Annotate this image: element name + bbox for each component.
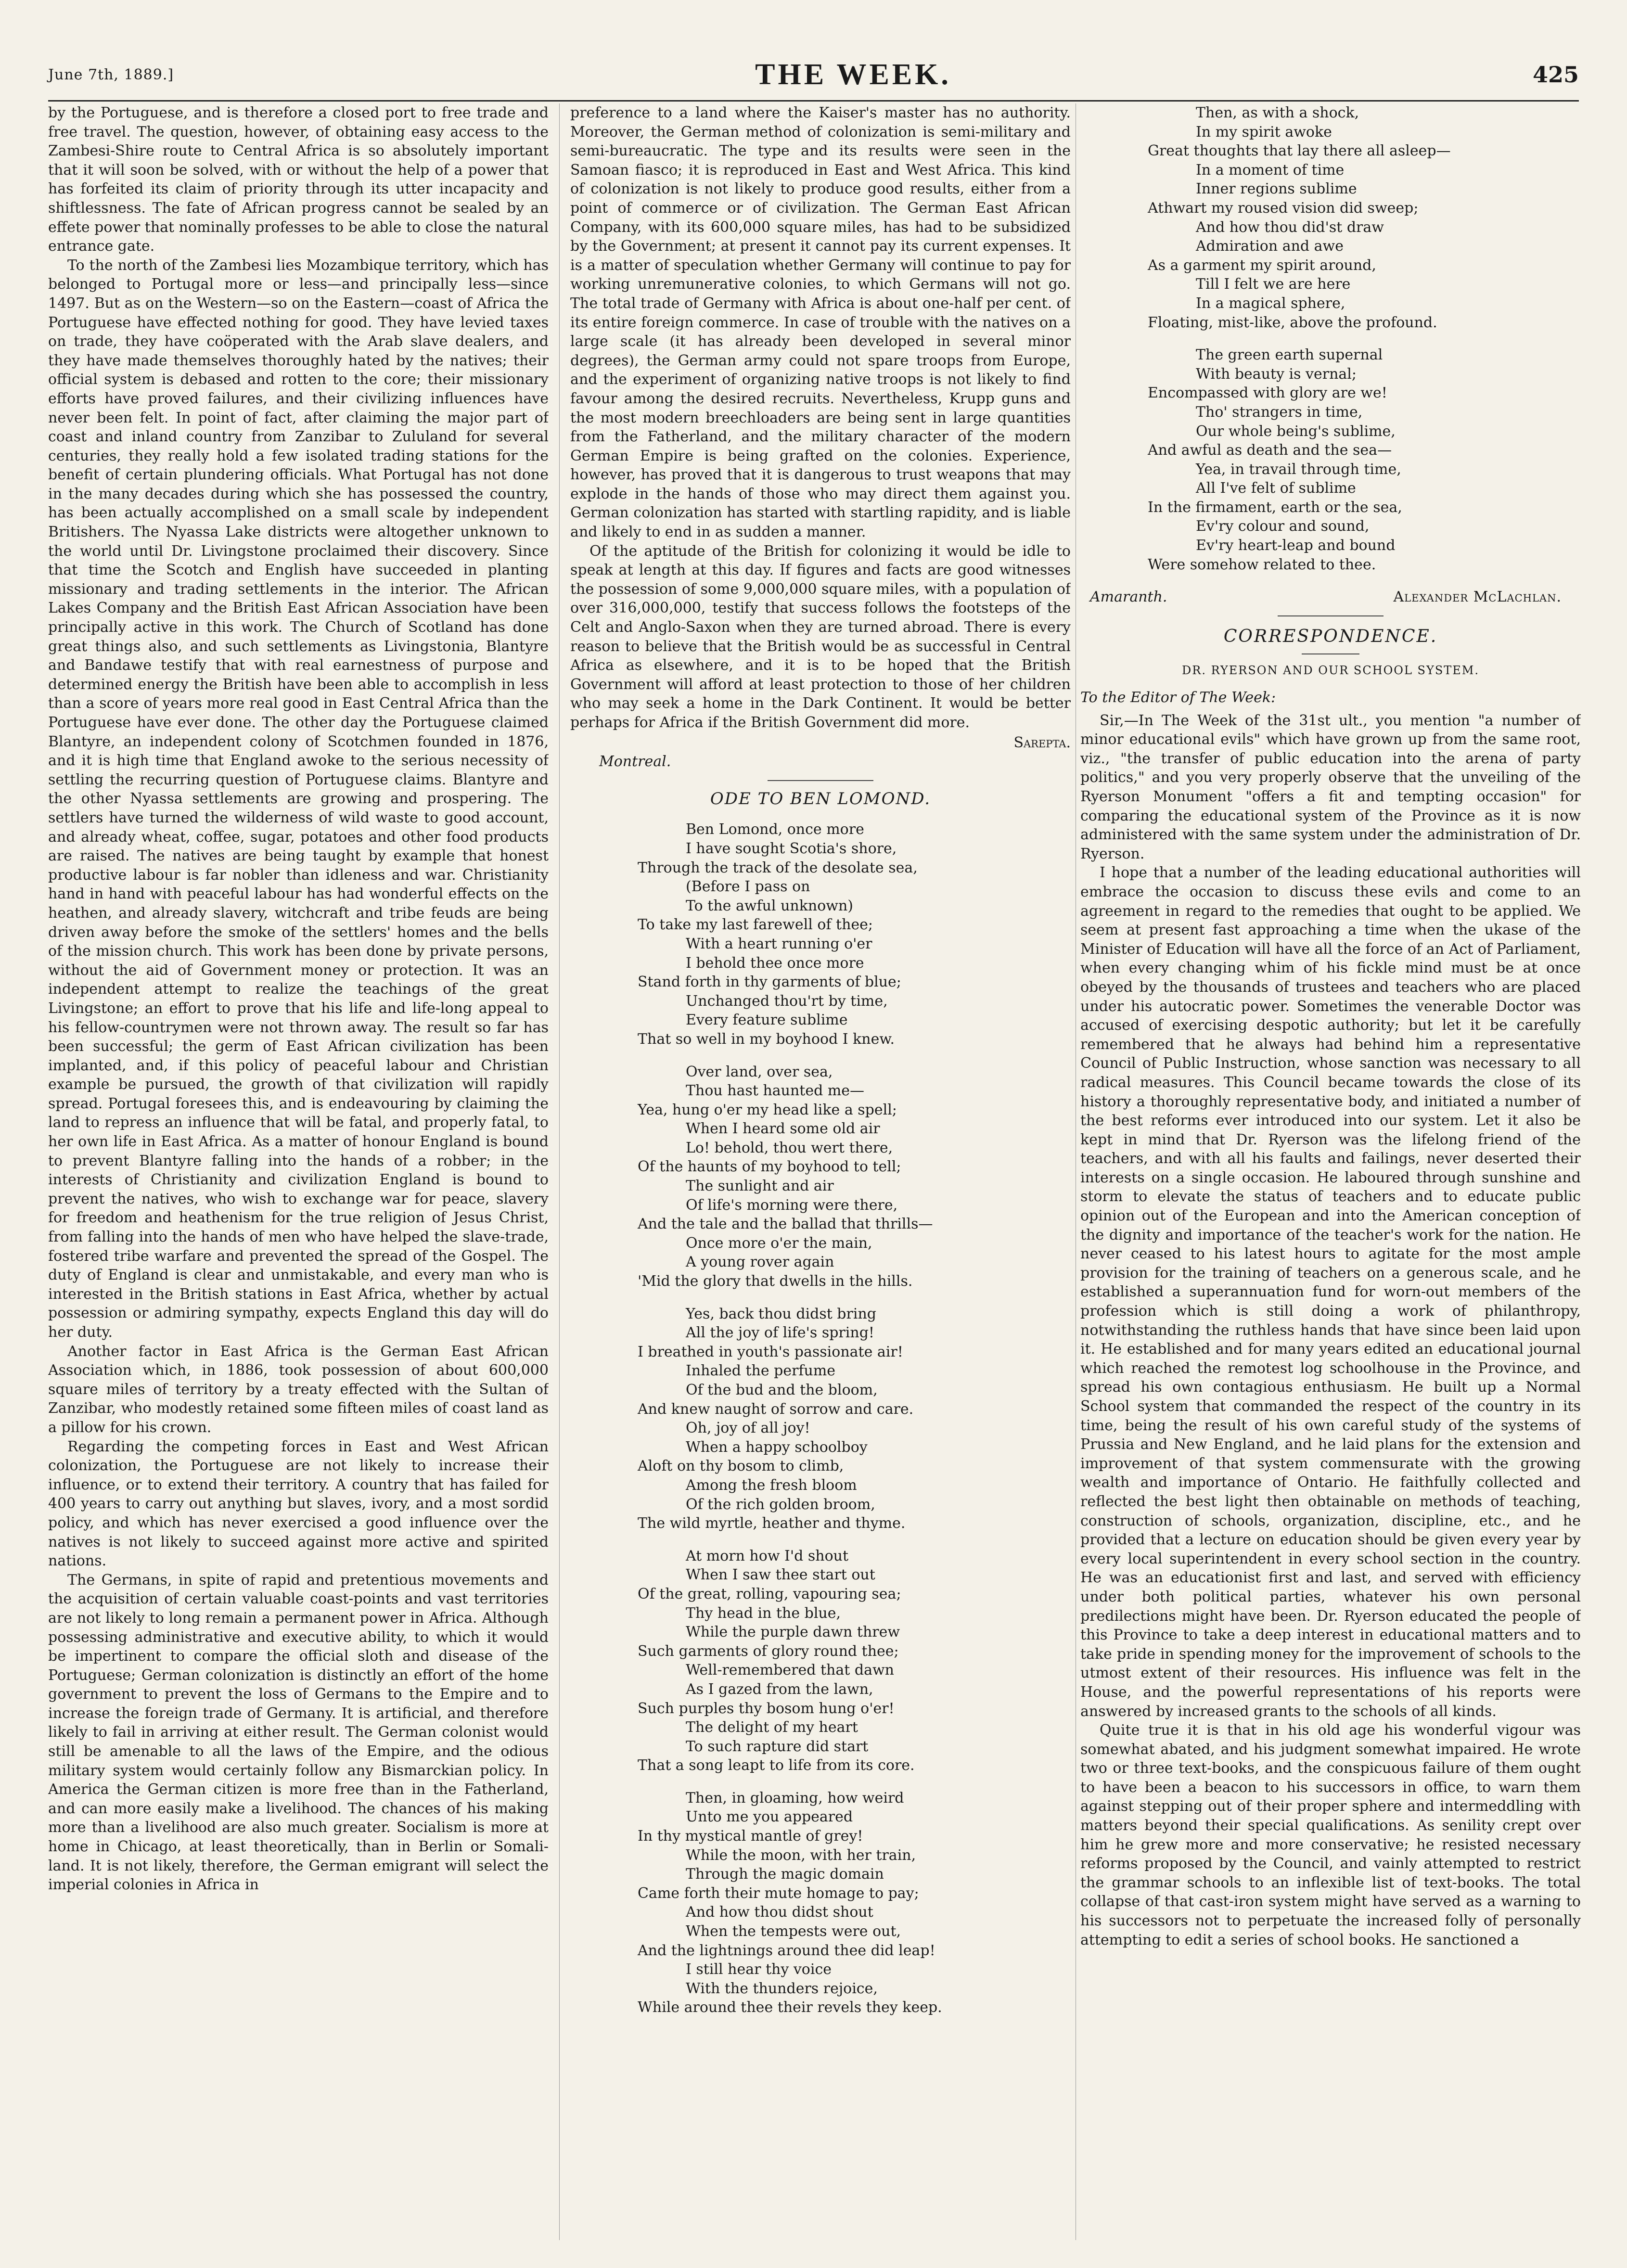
poem-line: A young rover again xyxy=(686,1254,834,1271)
poem-stanza xyxy=(570,1305,1071,1533)
poem-line: Great thoughts that lay there all asleep— xyxy=(1148,142,1451,160)
poem-line: Aloft on thy bosom to climb, xyxy=(638,1458,844,1475)
letter-body xyxy=(1080,711,1581,1950)
poem-line: Of life's morning were there, xyxy=(686,1196,898,1214)
poem-line: And the lightnings around thee did leap! xyxy=(638,1942,935,1959)
poem-line: And the tale and the ballad that thrills— xyxy=(638,1216,933,1233)
poem-line: Oh, joy of all joy! xyxy=(686,1420,810,1437)
paragraph: I hope that a number of the leading educational authorities will embrace the occasion to discuss these evils and come to an agreement in regard to the remedies that ought to be applied. We seem at present fast approaching a time when the ukase of the Minister of Education will have all the force of an Act of Parliament, when every changing whim of his fickle mind must be at once obeyed by the thousands of trustees and teachers who are placed under his autocratic power. Sometimes the venerable Doctor was accused of exercising despotic authority; but let it be carefully remembered that he always had behind him a representative Council of Public Instruction, whose sanction was necessary to all radical measures. This Council became towards the close of its history a thoroughly representative body, and initiated a number of the best reforms ever introduced into our system. Let it also be kept in mind that Dr. Ryerson was the lifelong friend of the teachers, and with all his faults and failings, never deserted their interests on a single occasion. He laboured through sunshine and storm to elevate the status of teachers and to educate public opinion out of the European and into the American conception of the dignity and importance of the teacher's work for the nation. He never ceased to his latest hours to agitate for the most ample provision for the training of teachers on a generous scale, and he established a superannuation fund for worn-out members of the profession which is still doing a work of philanthropy, notwithstanding the ruthless hands that have since been laid upon it. He established and for many years edited an educational journal which reached the remotest log schoolhouse in the Province, and spread his own contagious enthusiasm. He built up a Normal School system that commanded the respect of the country in its time, being the result of his own careful study of the systems of Prussia and New England, and he laid plans for the extension and improvement of that system commensurate with the growing wealth and importance of Ontario. He faithfully collected and reflected the best light then obtainable on methods of teaching, construction of schools, organization, discipline, etc., and he provided that a lecture on education should be given every year by every local superintendent in every school section in the country. He was an educationist first and last, and served with efficiency under both political parties, whatever his own personal predilections might have been. Dr. Ryerson educated the people of this Province to take a deep interest in educational matters and to take pride in spending money for the improvement of schools to the utmost extent of their resources. His influence was felt in the House, and the powerful representations of his reports were answered by increased grants to the schools of all kinds. xyxy=(1080,864,1581,1720)
poem-line: Unto me you appeared xyxy=(686,1808,853,1826)
paragraph: by the Portuguese, and is therefore a closed port to free trade and free travel. The question, however, of obtaining easy access to the Zambesi-Shire route to Central Africa is so absolutely important that it will soon be solved, with or without the help of a power that has forfeited its claim of priority through its utter incapacity and shiftlessness. The fate of African progress cannot be sealed by an effete power that nominally professes to be able to close the natural entrance gate. xyxy=(48,104,549,255)
poem-line: Of the haunts of my boyhood to tell; xyxy=(638,1158,901,1176)
paragraph: Of the aptitude of the British for colonizing it would be idle to speak at length at this day. If figures and facts are good witnesses the possession of some 9,000,000 square miles, with a population of over 316,000,000, testify that success follows the footsteps of the Celt and Anglo-Saxon when they are turned abroad. There is every reason to believe that the British would be as successful in Central Africa as elsewhere, and it is to be hoped that the British Government will afford at least protection to those of her children who may seek a home in the Dark Continent. It would be better perhaps for Africa if the British Government did more. xyxy=(570,542,1071,731)
poem-line: In a moment of time xyxy=(1196,161,1345,179)
header-rule xyxy=(48,100,1579,102)
paragraph: preference to a land where the Kaiser's master has no authority. Moreover, the German method of colonization is semi-military and semi-bureaucratic. The type and its results were seen in the Samoan fiasco; it is reproduced in East and West Africa. This kind of colonization is not likely to produce good results, either from a point of commerce or of civilization. The German East African Company, with its 600,000 square miles, has had to be subsidized by the Government; at present it cannot pay its current expenses. It is a matter of speculation whether Germany will continue to pay for working unremunerative colonies, to which Germans will not go. The total trade of Germany with Africa is about one-half per cent. of its entire foreign commerce. In case of trouble with the natives on a large scale (it has already been developed in several minor degrees), the German army could not spare troops from Europe, and the experiment of organizing native troops is not likely to find favour among the desired recruits. Nevertheless, Krupp guns and the most modern breechloaders are being sent in large quantities from the Fatherland, and the military character of the modern German Empire is being grafted on the colonies. Experience, however, has proved that it is dangerous to trust weapons that may explode in the hands of those who may direct them against you. German colonization has started with startling rapidity, and is liable and likely to end in as sudden a manner. xyxy=(570,104,1071,541)
poem-line: And knew naught of sorrow and care. xyxy=(638,1400,914,1418)
poem-line: Till I felt we are here xyxy=(1196,276,1351,293)
section-rule xyxy=(768,780,873,781)
poem-line: Then, in gloaming, how weird xyxy=(686,1789,904,1807)
poem-line: Ben Lomond, once more xyxy=(686,821,864,838)
poem-line: When I heard some old air xyxy=(686,1120,880,1138)
poem-line: As I gazed from the lawn, xyxy=(686,1680,873,1698)
poem-line: Inhaled the perfume xyxy=(686,1362,836,1380)
poem-line: With the thunders rejoice, xyxy=(686,1980,878,1997)
poem-line: (Before I pass on xyxy=(686,878,810,896)
poem-stanza xyxy=(570,1063,1071,1291)
poem-line: The sunlight and air xyxy=(686,1178,834,1195)
poem-line: Athwart my roused vision did sweep; xyxy=(1148,199,1419,217)
paragraph: Regarding the competing forces in East and West African colonization, the Portuguese are not likely to increase their influence, or to extend their territory. A country that has failed for 400 years to carry out anything but slaves, ivory, and a most sordid policy, and which has never exercised a good influence over the natives is not likely to succeed against more active and spirited nations. xyxy=(48,1438,549,1570)
poem-line: Tho' strangers in time, xyxy=(1196,403,1363,421)
poem-line: While the purple dawn threw xyxy=(686,1624,900,1641)
poem-line: Once more o'er the main, xyxy=(686,1234,872,1252)
poem-place: Amaranth. xyxy=(1090,589,1167,606)
article-continuation xyxy=(570,103,1071,732)
poem-line: That so well in my boyhood I knew. xyxy=(638,1030,895,1048)
poem-line: As a garment my spirit around, xyxy=(1148,256,1376,274)
poem-line: In the firmament, earth or the sea, xyxy=(1148,499,1402,516)
poem-line: Floating, mist-like, above the profound. xyxy=(1148,314,1437,331)
poem-line: The delight of my heart xyxy=(686,1719,858,1736)
poem-line: Over land, over sea, xyxy=(686,1063,833,1080)
poem-line: With a heart running o'er xyxy=(686,935,872,952)
poem-stanza xyxy=(570,1789,1071,2017)
poem-line: Of the great, rolling, vapouring sea; xyxy=(638,1585,901,1602)
column-divider xyxy=(559,103,560,2240)
poem-line: Yea, in travail through time, xyxy=(1196,461,1401,478)
poem-line: Ev'ry colour and sound, xyxy=(1196,518,1370,535)
section-rule xyxy=(1302,653,1359,654)
section-rule xyxy=(1278,615,1384,616)
poem-line: Among the fresh bloom xyxy=(686,1476,857,1494)
poem-stanza xyxy=(1080,346,1581,574)
poem-line: To such rapture did start xyxy=(686,1738,869,1755)
column-3 xyxy=(1080,103,1581,2240)
poem-signature-row xyxy=(1080,588,1581,607)
poem-line: I behold thee once more xyxy=(686,954,864,972)
poem-body xyxy=(570,820,1071,2017)
poem-line: When I saw thee start out xyxy=(686,1566,875,1584)
poem-line: Lo! behold, thou wert there, xyxy=(686,1139,893,1156)
poem-line: Thou hast haunted me— xyxy=(686,1082,865,1100)
poem-stanza xyxy=(1080,103,1581,332)
poem-line: Such purples thy bosom hung o'er! xyxy=(638,1700,895,1717)
poem-line: Then, as with a shock, xyxy=(1196,104,1359,121)
poem-line: Our whole being's sublime, xyxy=(1196,423,1396,440)
column-1 xyxy=(48,103,549,2240)
poem-line: Through the track of the desolate sea, xyxy=(638,859,918,876)
poem-line: Were somehow related to thee. xyxy=(1148,556,1376,573)
author-signature: Sarepta. xyxy=(1013,734,1071,751)
poem-line: With beauty is vernal; xyxy=(1196,365,1357,383)
issue-date: June 7th, 1889.] xyxy=(48,66,174,83)
poem-line: I breathed in youth's passionate air! xyxy=(638,1343,903,1360)
poem-line: When a happy schoolboy xyxy=(686,1438,868,1456)
poem-line: In thy mystical mantle of grey! xyxy=(638,1828,863,1845)
poem-line: And awful as death and the sea— xyxy=(1148,442,1392,459)
paragraph: Another factor in East Africa is the German East African Association which, in 1886, took possession of about 600,000 square miles of territory by a treaty effected with the Sultan of Zanzibar, who modestly retained some fifteen miles of coast land as a pillow for his crown. xyxy=(48,1343,549,1436)
poem-line: Unchanged thou'rt by time, xyxy=(686,992,888,1010)
poem-line: Such garments of glory round thee; xyxy=(638,1642,899,1660)
poem-line: Encompassed with glory are we! xyxy=(1148,384,1387,402)
poem-line: And how thou didst shout xyxy=(686,1904,873,1921)
poem-line: And how thou did'st draw xyxy=(1196,218,1384,236)
poem-line: Inner regions sublime xyxy=(1196,180,1357,198)
poem-line: The wild myrtle, heather and thyme. xyxy=(638,1515,906,1532)
poem-line: All I've felt of sublime xyxy=(1196,480,1356,497)
poem-line: I have sought Scotia's shore, xyxy=(686,840,897,857)
poem-line: Well-remembered that dawn xyxy=(686,1662,894,1679)
letter-heading: DR. RYERSON AND OUR SCHOOL SYSTEM. xyxy=(1182,664,1479,678)
poem-line: 'Mid the glory that dwells in the hills. xyxy=(638,1273,913,1290)
paragraph: Quite true it is that in his old age his wonderful vigour was somewhat abated, and his judgment somewhat impaired. He wrote two or three text-books, and the conspicuous failure of them ought to have been a beacon to his successors in office, to warn them against stepping out of their proper sphere and intermeddling with matters beyond their special qualifications. As senility crept over him he grew more and more conservative; he resisted necessary reforms proposed by the Council, and vainly attempted to restrict the grammar schools to an inflexible list of text-books. The total collapse of that cast-iron system might have served as a warning to his successors not to perpetuate the increased folly of personally attempting to edit a series of school books. He sanctioned a xyxy=(1080,1722,1581,1948)
poem-line: Stand forth in thy garments of blue; xyxy=(638,974,901,991)
section-title: CORRESPONDENCE. xyxy=(1223,626,1438,646)
poem-line: To take my last farewell of thee; xyxy=(638,916,873,934)
column-2 xyxy=(570,103,1071,2240)
page-header xyxy=(48,48,1579,101)
paragraph: To the north of the Zambesi lies Mozambique territory, which has belonged to Portugal more or less—and principally less—since 1497. But as on the Western—so on the Eastern—coast of Africa the Portuguese have effected nothing for good. They have levied taxes on trade, they have coöperated with the Arab slave dealers, and they have made themselves thoroughly hated by the natives; their official system is debased and rotten to the core; their missionary efforts have proved failures, and their civilizing influences have never been felt. In point of fact, after claiming the major part of coast and inland country from Zanzibar to Zululand for several centuries, they really hold a few isolated trading stations for the benefit of certain plundering officials. What Portugal has not done in the many decades during which she has possessed the country, has been actually accomplished on a small scale by independent Britishers. The Nyassa Lake districts were altogether unknown to the world until Dr. Livingstone proclaimed their discovery. Since that time the Scotch and English have succeeded in planting missionary and trading settlements in the interior. The African Lakes Company and the British East African Association have been principally active in this work. The Church of Scotland has done great things also, and such settlements as Livingstonia, Blantyre and Bandawe testify that with real earnestness of purpose and determined energy the British have been able to accomplish in less than a score of years more real good in East Central Africa than the Portuguese have ever done. The other day the Portuguese claimed Blantyre, an independent colony of Scotchmen founded in 1876, and it is high time that England awoke to the serious necessity of settling the recurring question of Portuguese claims. Blantyre and the other Nyassa settlements are growing and prospering. The settlers have turned the wilderness of wild waste to good account, and already wheat, coffee, sugar, potatoes and other food products are raised. The natives are being taught by example that honest productive labour is far nobler than idleness and war. Christianity hand in hand with peaceful labour has had wonderful effects on the heathen, and already slavery, witchcraft and tribe feuds are being driven away before the smoke of the settlers' homes and the bells of the mission church. This work has been done by private persons, without the aid of Government money or protection. It was an independent attempt to realize the teachings of the great Livingstone; an effort to prove that his life and life-long appeal to his fellow-countrymen were not thrown away. The result so far has been successful; the germ of East African civilization has been implanted, and, if this policy of peaceful labour and Christian example be pursued, the growth of that civilization will rapidly spread. Portugal foresees this, and is endeavouring by claiming the land to repress an influence that will be fatal, and properly fatal, to her own life in East Africa. As a matter of honour England is bound to prevent Blantyre falling into the hands of a robber; in the interests of Christianity and civilization England is bound to prevent the natives, who wish to exchange war for peace, slavery for freedom and heathenism for the true religion of Jesus Christ, from falling into the hands of men who have helped the slave-trade, fostered tribe warfare and prevented the spread of the Gospel. The duty of England is clear and unmistakable, and every man who is interested in the British stations in East Africa, whether by actual possession or admiring sympathy, expects England this day will do her duty. xyxy=(48,256,549,1341)
poem-line: Yes, back thou didst bring xyxy=(686,1305,876,1322)
poem-line: At morn how I'd shout xyxy=(686,1547,849,1564)
poem-line: I still hear thy voice xyxy=(686,1961,832,1978)
poem-line: Through the magic domain xyxy=(686,1866,884,1883)
poem-stanza xyxy=(570,1547,1071,1775)
poem-line: All the joy of life's spring! xyxy=(686,1324,874,1342)
poem-line: While the moon, with her train, xyxy=(686,1846,916,1864)
poem-line: In my spirit awoke xyxy=(1196,123,1332,141)
poem-line: Ev'ry heart-leap and bound xyxy=(1196,537,1396,554)
poem-title: ODE TO BEN LOMOND. xyxy=(710,789,931,808)
poem-stanza xyxy=(570,820,1071,1049)
poem-line: Of the rich golden broom, xyxy=(686,1496,875,1513)
poem-line: Came forth their mute homage to pay; xyxy=(638,1884,919,1902)
poem-line: While around thee their revels they keep. xyxy=(638,1999,942,2016)
poem-continuation xyxy=(1080,103,1581,574)
poem-line: Of the bud and the bloom, xyxy=(686,1382,878,1398)
poem-line: Every feature sublime xyxy=(686,1012,848,1029)
paragraph: The Germans, in spite of rapid and pretentious movements and the acquisition of certain valuable coast-points and vast territories are not likely to long remain a permanent power in Africa. Although possessing administrative and executive ability, to which it would be impertinent to compare the official sloth and disease of the Portuguese; German colonization is distinctly an effort of the home government to prevent the loss of Germans to the Empire and to increase the foreign trade of Germany. It is artificial, and therefore likely to fail in arriving at either result. The German colonist would still be amenable to all the laws of the Empire, and the odious military system would certainly follow any Bismarckian policy. In America the German citizen is more free than in the Fatherland, and can more easily make a livelihood. The chances of his making more than a livelihood are also much greater. Socialism is more at home in Chicago, at least theoretically, than in Berlin or Somali-land. It is not likely, therefore, the German emigrant will select the imperial colonies in Africa in xyxy=(48,1571,549,1894)
dateline-place: Montreal. xyxy=(599,753,671,770)
paragraph: Sir,—In The Week of the 31st ult., you mention "a number of minor educational evils" which have grown up from the same root, viz., "the transfer of public education into the arena of party politics," and you very properly observe that the unveiling of the Ryerson Monument "offers a fit and tempting occasion" for comparing the educational system of the Province as it is now administered with the same system under the administration of Dr. Ryerson. xyxy=(1080,712,1581,862)
masthead-title: THE WEEK. xyxy=(755,58,951,91)
poem-line: The green earth supernal xyxy=(1196,346,1383,364)
poem-line: That a song leapt to life from its core. xyxy=(638,1757,915,1774)
poem-author: Alexander McLachlan. xyxy=(1393,589,1562,606)
poem-line: When the tempests were out, xyxy=(686,1923,901,1940)
poem-line: Admiration and awe xyxy=(1196,238,1344,255)
poem-line: Thy head in the blue, xyxy=(686,1604,841,1622)
poem-line: Yea, hung o'er my head like a spell; xyxy=(638,1101,897,1118)
poem-line: In a magical sphere, xyxy=(1196,295,1345,312)
poem-line: To the awful unknown) xyxy=(686,897,853,914)
letter-salutation: To the Editor of The Week: xyxy=(1080,689,1276,706)
page-number: 425 xyxy=(1532,62,1579,88)
